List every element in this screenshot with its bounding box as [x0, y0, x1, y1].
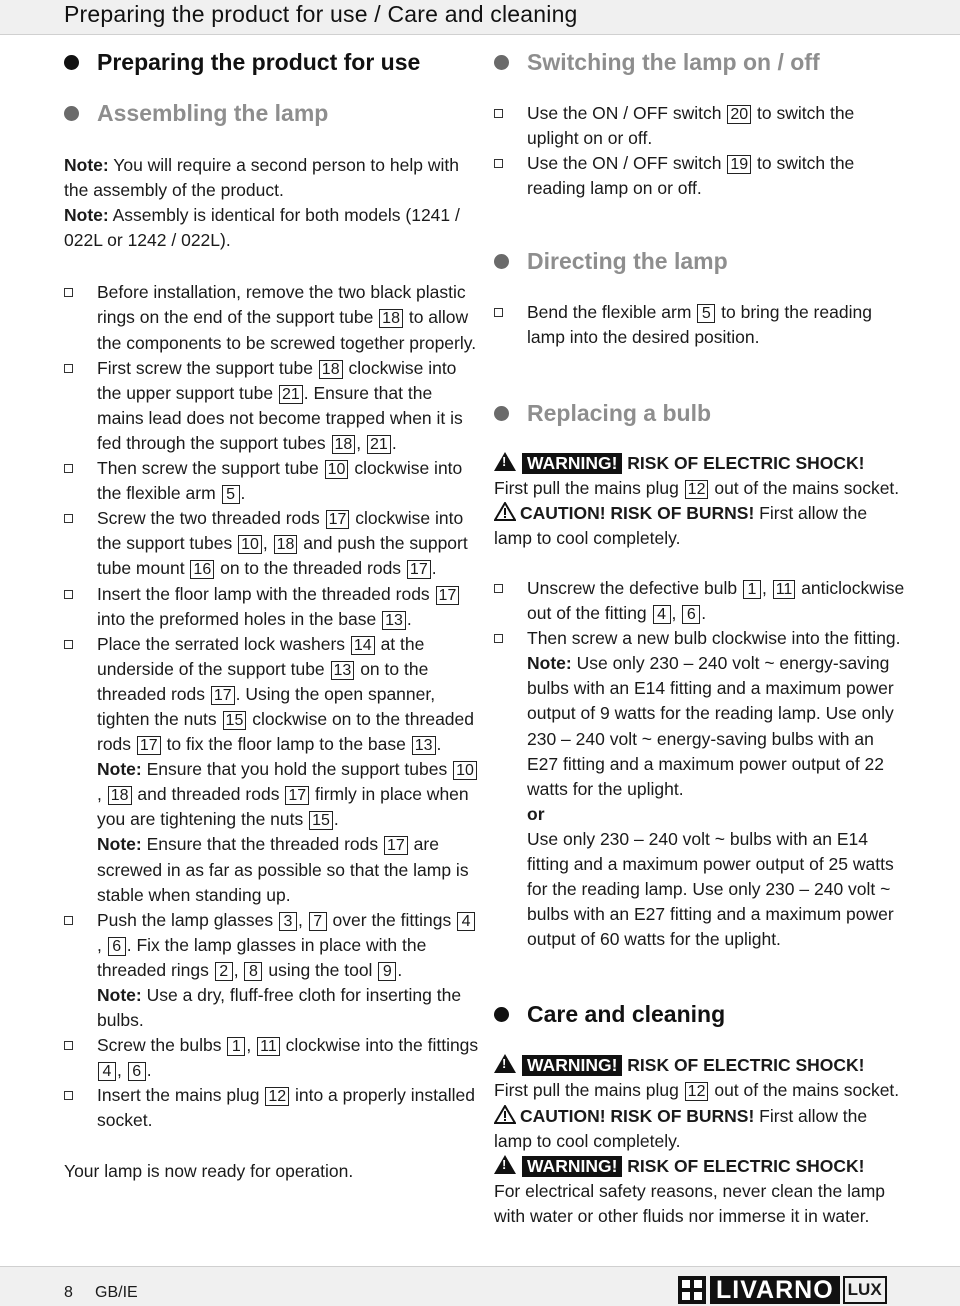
caution-burns [494, 501, 909, 551]
text-run: Screw the bulbs [97, 1035, 227, 1056]
checkbox-square-icon [494, 584, 503, 593]
text-run: to allow the components to be screwed together properly. [97, 307, 477, 353]
part-ref: 18 [379, 309, 403, 328]
part-ref: 12 [685, 480, 709, 499]
checkbox-square-icon [64, 464, 73, 473]
checkbox-square-icon [494, 159, 503, 168]
part-ref: 7 [309, 912, 327, 931]
part-ref: 6 [128, 1062, 146, 1081]
part-ref: 1 [227, 1037, 245, 1056]
text-run: RISK OF ELECTRIC SHOCK! [622, 452, 865, 473]
part-ref: 13 [412, 736, 436, 755]
part-ref: 21 [279, 385, 303, 404]
text-run: . [701, 603, 707, 624]
step-mains-plug [64, 1083, 479, 1133]
text-run: firmly in place when you are tightening the nuts [97, 784, 469, 830]
text-run: . Using the open spanner, tighten the nuts [97, 683, 436, 729]
text-run: using the tool [263, 959, 378, 980]
text-run: You will require a second person to help with the assembly of the product. [64, 155, 459, 201]
text-run: CAUTION! RISK OF BURNS! [520, 1105, 755, 1126]
text-run: . [397, 959, 403, 980]
step-flexible-arm [64, 456, 479, 506]
caution-triangle-icon [494, 1105, 516, 1124]
part-ref: 10 [453, 761, 477, 780]
part-ref: 6 [108, 937, 126, 956]
text-run: Assembling the lamp [97, 100, 329, 126]
part-ref: 12 [265, 1087, 289, 1106]
bullet-dot-icon [64, 55, 79, 70]
text-run: Then screw a new bulb clockwise into the fitting. [527, 628, 901, 649]
text-run: . [240, 483, 246, 504]
part-ref: 18 [274, 535, 298, 554]
part-ref: 13 [331, 661, 355, 680]
text-run: Use only 230 – 240 volt ~ bulbs with an E14 fitting and a maximum power output of 25 watts for the reading lamp. Use only 230 – 240 volt ~ bulbs with an E27 fitting and a maximum power output of 60 watts for the uplight. [527, 828, 894, 950]
text-run: Before installation, remove the two black plastic rings on the end of the support tube [97, 282, 466, 328]
text-run: Bend the flexible arm [527, 302, 697, 323]
heading-replacing [494, 399, 909, 427]
part-ref: 18 [332, 435, 356, 454]
text-run: to switch the reading lamp on or off. [527, 153, 855, 199]
text-run: to fix the floor lamp to the base [161, 734, 411, 755]
part-ref: 6 [682, 605, 700, 624]
text-run: WARNING! [522, 453, 622, 474]
page-number: 8 [64, 1284, 73, 1301]
left-column [64, 44, 479, 1184]
text-run: , [97, 784, 107, 805]
part-ref: 8 [244, 962, 262, 981]
part-ref: 17 [285, 786, 309, 805]
part-ref: 4 [98, 1062, 116, 1081]
unscrew-bulb [494, 576, 909, 626]
text-run: , [671, 603, 682, 624]
checkbox-square-icon [64, 916, 73, 925]
text-run: Use only 230 – 240 volt ~ energy-saving bulbs with an E14 fitting and a maximum power output of 9 watts for the reading lamp. Use only 230 – 240 volt ~ energy-saving bulbs with an E27 fitting and a maximum power output of 22 watts for the uplight. [527, 653, 894, 799]
right-column [494, 44, 909, 1229]
checkbox-square-icon [64, 514, 73, 523]
switch-reading-lamp [494, 151, 909, 201]
text-run: Use the ON / OFF switch [527, 153, 727, 174]
text-run: , [262, 533, 273, 554]
text-run: . Fix the lamp glasses in place with the threaded rings [97, 934, 427, 980]
care-warning-electric-shock [494, 1053, 909, 1078]
text-run: Directing the lamp [527, 248, 728, 275]
bullet-dot-icon [494, 1007, 509, 1022]
text-run: , [356, 432, 367, 453]
part-ref: 14 [351, 636, 375, 655]
text-run: Insert the floor lamp with the threaded rods [97, 583, 435, 604]
logo-mark-icon [678, 1276, 706, 1304]
checkbox-square-icon [64, 288, 73, 297]
switch-uplight [494, 101, 909, 151]
care-warning-text-2: For electrical safety reasons, never clean the lamp with water or other fluids nor immerse it in water. [494, 1180, 886, 1226]
text-run: clockwise into the flexible arm [97, 458, 463, 504]
text-run: out of the mains socket. [709, 1080, 900, 1101]
text-run: Note: [97, 834, 142, 855]
text-run: First allow the lamp to cool completely. [494, 502, 868, 548]
checkbox-square-icon [494, 109, 503, 118]
part-ref: 12 [685, 1082, 709, 1101]
checkbox-square-icon [64, 640, 73, 649]
text-run: Note: [97, 759, 142, 780]
ready-message: Your lamp is now ready for operation. [64, 1160, 354, 1181]
text-run: WARNING! [522, 1055, 622, 1076]
text-run: Use the ON / OFF switch [527, 103, 727, 123]
note-identical-assembly [64, 203, 479, 253]
warning-triangle-icon [494, 1054, 516, 1073]
text-run: Push the lamp glasses [97, 909, 278, 930]
text-run: Replacing a bulb [527, 399, 712, 426]
part-ref: 17 [407, 560, 431, 579]
text-run: RISK OF ELECTRIC SHOCK! [622, 1055, 865, 1076]
step-threaded-rods [64, 506, 479, 581]
text-run: First pull the mains plug [494, 477, 684, 498]
direct-flexible-arm [494, 300, 909, 350]
part-ref: 20 [727, 105, 751, 124]
text-run: Ensure that you hold the support tubes [141, 759, 453, 780]
text-run: over the fittings [327, 909, 457, 930]
part-ref: 16 [190, 560, 214, 579]
heading-care [494, 1000, 909, 1028]
text-run: . [431, 558, 437, 579]
header-bar [0, 0, 960, 35]
checkbox-square-icon [494, 634, 503, 643]
text-run: and push the support tube mount [97, 533, 468, 579]
text-run: , [233, 959, 244, 980]
part-ref: 17 [211, 686, 235, 705]
text-run: clockwise on to the threaded rods [97, 708, 475, 755]
bullet-dot-icon [494, 55, 509, 70]
text-run: Ensure that the threaded rods [141, 834, 383, 855]
part-ref: 15 [223, 711, 247, 730]
part-ref: 4 [457, 912, 475, 931]
bullet-dot-icon [64, 106, 79, 121]
text-run: anticlockwise out of the fitting [527, 577, 905, 624]
text-run: Screw the two threaded rods [97, 508, 325, 529]
text-run: First pull the mains plug [494, 1080, 684, 1101]
text-run: , [761, 577, 772, 598]
warning-triangle-icon [494, 1155, 516, 1174]
text-run: . Ensure that the mains lead does not become trapped when it is fed through the support tubes [97, 382, 463, 453]
text-run: Note: [64, 155, 109, 175]
note-second-person [64, 153, 479, 203]
text-run: Insert the mains plug [97, 1085, 265, 1106]
part-ref: 9 [378, 962, 396, 981]
heading-directing [494, 247, 909, 275]
text-run: . [406, 608, 412, 629]
text-run: RISK OF ELECTRIC SHOCK! [622, 1155, 865, 1176]
text-run: , [246, 1035, 257, 1056]
part-ref: 13 [382, 611, 406, 630]
step-screw-support-tube [64, 356, 479, 456]
text-run: Place the serrated lock washers [97, 633, 350, 654]
bullet-dot-icon [494, 406, 509, 421]
text-run: Note: [527, 653, 572, 674]
text-run: , [97, 934, 107, 955]
part-ref: 18 [319, 360, 343, 379]
text-run: First screw the support tube [97, 357, 318, 378]
text-run: clockwise into the fittings [280, 1035, 479, 1056]
text-run: . [436, 734, 442, 755]
care-warning-text [494, 1078, 909, 1103]
heading-assembling [64, 99, 479, 127]
part-ref: 11 [773, 580, 796, 599]
part-ref: 2 [215, 962, 233, 981]
care-caution-burns [494, 1104, 909, 1154]
caution-triangle-icon [494, 502, 516, 521]
part-ref: 19 [727, 155, 751, 174]
part-ref: 5 [697, 304, 715, 323]
text-run: , [297, 909, 308, 930]
part-ref: 15 [309, 811, 333, 830]
text-run: on to the threaded rods [97, 658, 429, 704]
text-run: out of the mains socket. [709, 477, 900, 498]
step-screw-bulbs [64, 1033, 479, 1083]
part-ref: 3 [279, 912, 297, 931]
part-ref: 1 [743, 580, 761, 599]
text-run: Note: [64, 205, 109, 226]
text-run: Use a dry, fluff-free cloth for inserting the bulbs. [97, 985, 462, 1031]
warning-triangle-icon [494, 452, 516, 471]
part-ref: 10 [325, 460, 349, 479]
text-run: or [527, 803, 545, 824]
part-ref: 4 [653, 605, 671, 624]
text-run: , [117, 1060, 127, 1081]
text-run: . [391, 432, 397, 453]
part-ref: 17 [326, 510, 350, 529]
checkbox-square-icon [64, 1091, 73, 1100]
page-header-title: Preparing the product for use / Care and cleaning [64, 1, 578, 27]
text-run: Note: [97, 985, 142, 1005]
part-ref: 5 [222, 485, 240, 504]
part-ref: 11 [257, 1037, 280, 1056]
text-run: CAUTION! RISK OF BURNS! [520, 502, 755, 523]
step-insert-floor-lamp [64, 582, 479, 632]
text-run: Switching the lamp on / off [527, 49, 820, 75]
checkbox-square-icon [494, 308, 503, 317]
part-ref: 17 [436, 586, 460, 605]
screw-new-bulb [494, 626, 909, 952]
step-lamp-glasses [64, 908, 479, 1033]
warning-text [494, 476, 909, 501]
text-run: on to the threaded rods [215, 558, 406, 579]
step-lock-washers [64, 632, 479, 908]
text-run: Preparing the product for use [97, 49, 421, 75]
text-run: Assembly is identical for both models (1241 / 022L or 1242 / 022L). [64, 205, 460, 251]
text-run: First allow the lamp to cool completely. [494, 1105, 868, 1151]
text-run: WARNING! [522, 1156, 622, 1177]
heading-preparing [64, 48, 479, 76]
care-warning-electric-shock-2 [494, 1154, 909, 1179]
text-run: into the preformed holes in the base [97, 608, 382, 629]
part-ref: 10 [238, 535, 262, 554]
bullet-dot-icon [494, 254, 509, 269]
text-run: are screwed in as far as possible so that the lamp is stable when standing up. [97, 834, 469, 905]
checkbox-square-icon [64, 364, 73, 373]
text-run: Care and cleaning [527, 1001, 726, 1028]
logo-lux: LUX [843, 1276, 887, 1304]
part-ref: 21 [367, 435, 391, 454]
text-run: clockwise into the upper support tube [97, 357, 457, 403]
livarno-logo [678, 1274, 887, 1306]
text-run: clockwise into the support tubes [97, 508, 464, 554]
warning-electric-shock [494, 451, 909, 476]
step-remove-rings [64, 280, 479, 355]
text-run: at the underside of the support tube [97, 633, 425, 679]
checkbox-square-icon [64, 590, 73, 599]
text-run: . [333, 809, 339, 830]
text-run: Unscrew the defective bulb [527, 577, 742, 598]
logo-text: LIVARNO [710, 1276, 840, 1304]
text-run: to bring the reading lamp into the desired position. [527, 302, 872, 348]
part-ref: 17 [384, 836, 408, 855]
part-ref: 18 [108, 786, 132, 805]
text-run: to switch the uplight on or off. [527, 103, 855, 149]
heading-switching [494, 48, 909, 76]
text-run: Then screw the support tube [97, 458, 324, 479]
text-run: into a properly installed socket. [97, 1085, 475, 1131]
part-ref: 17 [137, 736, 161, 755]
region-code: GB/IE [95, 1284, 138, 1301]
text-run: . [146, 1060, 152, 1081]
text-run: and threaded rods [132, 784, 285, 805]
checkbox-square-icon [64, 1041, 73, 1050]
